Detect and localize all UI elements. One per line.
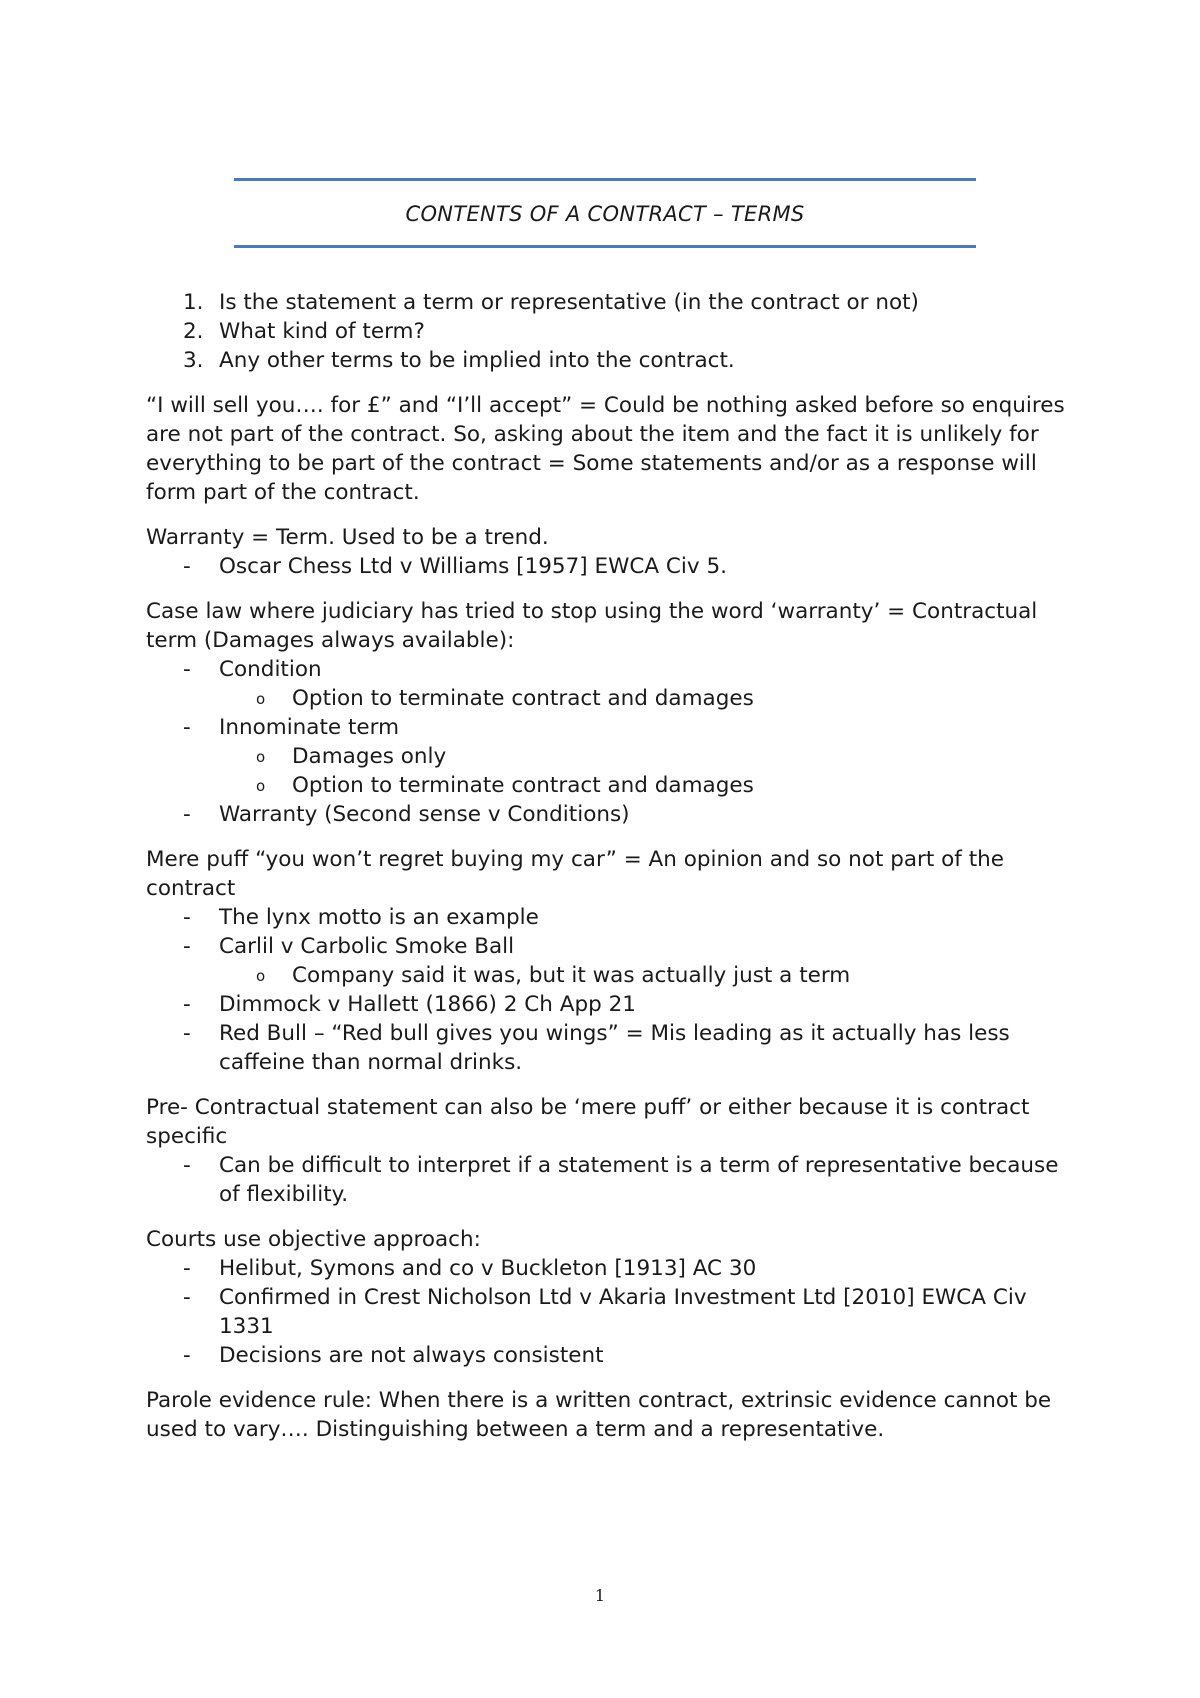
sub-list-item-text: Damages only <box>292 744 447 769</box>
list-item <box>146 713 1066 800</box>
sub-list-item-text: Option to terminate contract and damages <box>292 773 754 798</box>
document-body <box>146 288 1066 1444</box>
dash-bullet: - <box>183 1153 191 1178</box>
list-item-text: Any other terms to be implied into the contract. <box>219 348 735 373</box>
sub-list <box>219 961 1066 990</box>
list-item <box>146 1283 1066 1341</box>
paragraph-warranty: Warranty = Term. Used to be a trend. <box>146 525 549 550</box>
list-item-text: Innominate term <box>219 715 400 740</box>
list-item <box>146 346 1066 375</box>
list-item <box>146 1341 1066 1370</box>
circle-bullet: o <box>256 967 266 985</box>
title-block <box>234 178 976 248</box>
sub-list-item <box>219 771 1066 800</box>
dash-bullet: - <box>183 657 191 682</box>
dash-bullet: - <box>183 1021 191 1046</box>
sub-list-item <box>219 961 1066 990</box>
list-item-text: The lynx motto is an example <box>219 905 539 930</box>
list-item <box>146 1254 1066 1283</box>
circle-bullet: o <box>256 690 266 708</box>
list-item <box>146 655 1066 713</box>
list-item-text: Is the statement a term or representative (in the contract or not) <box>219 290 919 315</box>
list-item-text: What kind of term? <box>219 319 425 344</box>
list-item-text: Can be difficult to interpret if a statement is a term of representative because of flexibility. <box>219 1153 1059 1207</box>
dash-bullet: - <box>183 934 191 959</box>
puff-examples-list <box>146 903 1066 1077</box>
sub-list-item <box>219 684 1066 713</box>
page-title: CONTENTS OF A CONTRACT – TERMS <box>405 202 805 226</box>
dash-bullet: - <box>183 1343 191 1368</box>
list-item <box>146 552 1066 581</box>
warranty-cases-list <box>146 552 1066 581</box>
dash-bullet: - <box>183 715 191 740</box>
list-item-text: Confirmed in Crest Nicholson Ltd v Akaria Investment Ltd [2010] EWCA Civ 1331 <box>219 1285 1027 1339</box>
list-item <box>146 800 1066 829</box>
objective-cases-list <box>146 1254 1066 1370</box>
circle-bullet: o <box>256 748 266 766</box>
list-item-text: Carlil v Carbolic Smoke Ball <box>219 934 515 959</box>
dash-bullet: - <box>183 992 191 1017</box>
paragraph-sale-example: “I will sell you…. for £” and “I’ll accept” = Could be nothing asked before so enquires are not part of the contract. So, asking about the item and the fact it is unlikely for everything to be part of the contract = Some statements and/or as a response will form part of the contract. <box>146 393 1065 505</box>
list-item-text: Helibut, Symons and co v Buckleton [1913] AC 30 <box>219 1256 757 1281</box>
paragraph-mere-puff: Mere puff “you won’t regret buying my car” = An opinion and so not part of the contract <box>146 847 1004 901</box>
dash-bullet: - <box>183 1256 191 1281</box>
list-item-text: Condition <box>219 657 322 682</box>
sub-list-item-text: Option to terminate contract and damages <box>292 686 754 711</box>
questions-list <box>146 288 1066 375</box>
list-item-text: Red Bull – “Red bull gives you wings” = Mis leading as it actually has less caffeine than normal drinks. <box>219 1021 1010 1075</box>
circle-bullet: o <box>256 777 266 795</box>
sub-list <box>219 684 1066 713</box>
sub-list-item <box>219 742 1066 771</box>
list-item <box>146 288 1066 317</box>
list-item-text: Warranty (Second sense v Conditions) <box>219 802 630 827</box>
paragraph-pre-contractual: Pre- Contractual statement can also be ‘mere puff’ or either because it is contract specific <box>146 1095 1030 1149</box>
list-item-text: Oscar Chess Ltd v Williams [1957] EWCA Civ 5. <box>219 554 727 579</box>
list-item <box>146 903 1066 932</box>
paragraph-objective-approach: Courts use objective approach: <box>146 1227 481 1252</box>
dash-bullet: - <box>183 905 191 930</box>
paragraph-parole-evidence: Parole evidence rule: When there is a written contract, extrinsic evidence cannot be used to vary…. Distinguishing between a term and a representative. <box>146 1388 1052 1442</box>
paragraph-case-law: Case law where judiciary has tried to stop using the word ‘warranty’ = Contractual term (Damages always available): <box>146 599 1038 653</box>
list-item <box>146 1151 1066 1209</box>
sub-list-item-text: Company said it was, but it was actually just a term <box>292 963 851 988</box>
list-item-text: Dimmock v Hallett (1866) 2 Ch App 21 <box>219 992 636 1017</box>
list-item <box>146 932 1066 990</box>
list-item-text: Decisions are not always consistent <box>219 1343 604 1368</box>
term-types-list <box>146 655 1066 829</box>
dash-bullet: - <box>183 1285 191 1310</box>
list-item <box>146 990 1066 1019</box>
list-number: 3. <box>183 348 204 373</box>
list-item <box>146 1019 1066 1077</box>
list-item <box>146 317 1066 346</box>
title-top-rule <box>234 178 976 181</box>
interpretation-list <box>146 1151 1066 1209</box>
dash-bullet: - <box>183 802 191 827</box>
title-bottom-rule <box>234 245 976 248</box>
sub-list <box>219 742 1066 800</box>
dash-bullet: - <box>183 554 191 579</box>
list-number: 1. <box>183 290 204 315</box>
list-number: 2. <box>183 319 204 344</box>
page-number: 1 <box>594 1586 606 1605</box>
